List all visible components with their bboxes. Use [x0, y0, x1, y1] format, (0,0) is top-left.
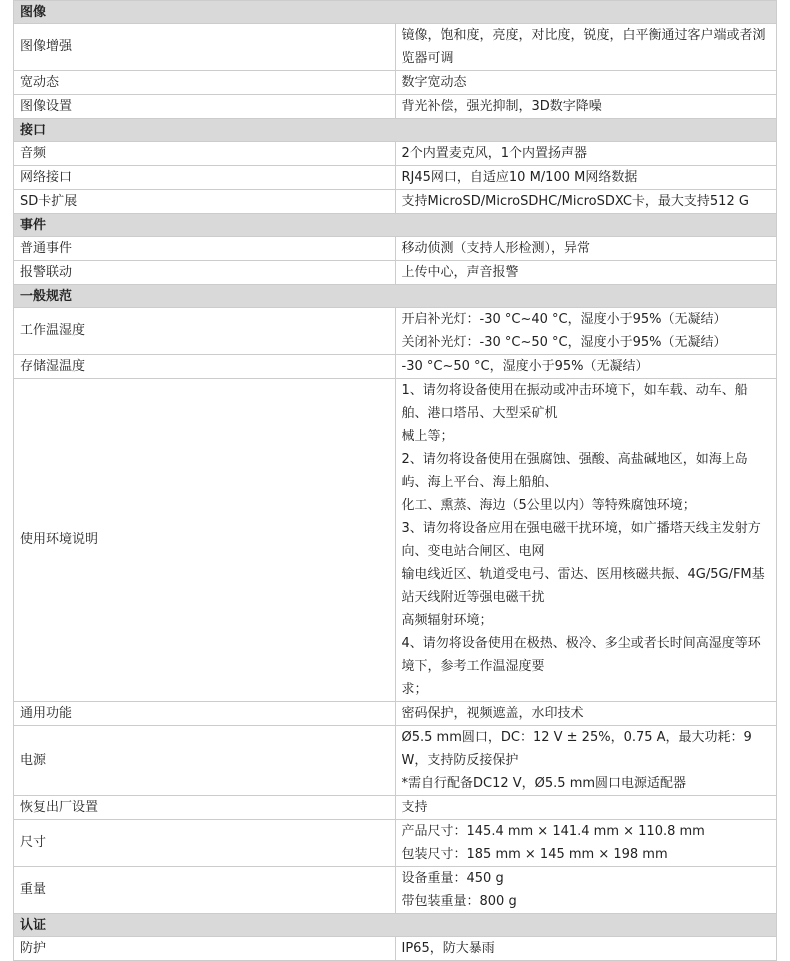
spec-value-line: 求；	[401, 682, 428, 697]
spec-label: 防护	[14, 937, 396, 961]
spec-label: SD卡扩展	[14, 190, 396, 214]
spec-value	[395, 71, 777, 95]
table-row	[14, 142, 777, 166]
spec-value-line: 4、请勿将设备使用在极热、极冷、多尘或者长时间高湿度等环境下，参考工作温湿度要	[401, 636, 761, 674]
table-row	[14, 820, 777, 867]
table-row	[14, 379, 777, 702]
section-title: 接口	[14, 119, 777, 142]
section-title: 一般规范	[14, 285, 777, 308]
spec-value-line: 3、请勿将设备应用在强电磁干扰环境，如广播塔天线主发射方向、变电站合闸区、电网	[401, 521, 761, 559]
spec-value-line: 械上等；	[401, 429, 454, 444]
table-row	[14, 937, 777, 961]
spec-table	[13, 0, 777, 961]
spec-value	[395, 24, 777, 71]
spec-value	[395, 867, 777, 914]
spec-value-line: 带包装重量：800 g	[401, 894, 517, 909]
spec-value	[395, 308, 777, 355]
spec-label: 报警联动	[14, 261, 396, 285]
table-row	[14, 867, 777, 914]
spec-label: 尺寸	[14, 820, 396, 867]
section-header	[14, 914, 777, 937]
spec-value-line: 数字宽动态	[401, 75, 467, 90]
spec-value	[395, 95, 777, 119]
spec-value-line: RJ45网口，自适应10 M/100 M网络数据	[401, 170, 638, 185]
spec-value-line: *需自行配备DC12 V，Ø5.5 mm圆口电源适配器	[401, 776, 687, 791]
section-header	[14, 1, 777, 24]
table-row	[14, 261, 777, 285]
spec-label: 音频	[14, 142, 396, 166]
spec-value-line: 产品尺寸：145.4 mm × 141.4 mm × 110.8 mm	[401, 824, 705, 839]
table-row	[14, 355, 777, 379]
spec-value-line: 高频辐射环境；	[401, 613, 493, 628]
table-row	[14, 237, 777, 261]
spec-value	[395, 820, 777, 867]
spec-value-line: 设备重量：450 g	[401, 871, 504, 886]
spec-value-line: Ø5.5 mm圆口，DC：12 V ± 25%，0.75 A，最大功耗：9 W，支持防反接保护	[401, 730, 752, 768]
spec-label: 普通事件	[14, 237, 396, 261]
spec-label: 图像增强	[14, 24, 396, 71]
spec-label: 存储湿温度	[14, 355, 396, 379]
spec-value	[395, 379, 777, 702]
spec-value-line: 化工、熏蒸、海边（5公里以内）等特殊腐蚀环境；	[401, 498, 696, 513]
spec-value-line: 1、请勿将设备使用在振动或冲击环境下，如车载、动车、船舶、港口塔吊、大型采矿机	[401, 383, 748, 421]
spec-value	[395, 142, 777, 166]
table-row	[14, 702, 777, 726]
spec-label: 网络接口	[14, 166, 396, 190]
table-row	[14, 166, 777, 190]
table-row	[14, 95, 777, 119]
spec-value	[395, 261, 777, 285]
spec-label: 电源	[14, 726, 396, 796]
spec-value-line: 2个内置麦克风，1个内置扬声器	[401, 146, 588, 161]
section-header	[14, 214, 777, 237]
section-title: 图像	[14, 1, 777, 24]
section-title: 认证	[14, 914, 777, 937]
spec-value-line: IP65，防大暴雨	[401, 941, 495, 956]
spec-value-line: 2、请勿将设备使用在强腐蚀、强酸、高盐碱地区，如海上岛屿、海上平台、海上船舶、	[401, 452, 748, 490]
spec-value-line: 支持MicroSD/MicroSDHC/MicroSDXC卡，最大支持512 G	[401, 194, 749, 209]
section-header	[14, 119, 777, 142]
spec-label: 恢复出厂设置	[14, 796, 396, 820]
table-row	[14, 308, 777, 355]
spec-value	[395, 166, 777, 190]
spec-value	[395, 237, 777, 261]
spec-value-line: -30 °C~50 °C，湿度小于95%（无凝结）	[401, 359, 649, 374]
spec-value	[395, 190, 777, 214]
spec-label: 宽动态	[14, 71, 396, 95]
spec-value	[395, 937, 777, 961]
spec-value-line: 镜像，饱和度，亮度，对比度，锐度，白平衡通过客户端或者浏览器可调	[401, 28, 766, 66]
spec-value-line: 移动侦测（支持人形检测），异常	[401, 241, 591, 256]
spec-value-line: 背光补偿，强光抑制，3D数字降噪	[401, 99, 602, 114]
table-row	[14, 726, 777, 796]
spec-label: 工作温湿度	[14, 308, 396, 355]
spec-label: 重量	[14, 867, 396, 914]
spec-label: 图像设置	[14, 95, 396, 119]
spec-label: 使用环境说明	[14, 379, 396, 702]
spec-value	[395, 726, 777, 796]
spec-value-line: 支持	[401, 800, 428, 815]
spec-value	[395, 355, 777, 379]
spec-value	[395, 702, 777, 726]
section-header	[14, 285, 777, 308]
spec-value-line: 密码保护，视频遮盖，水印技术	[401, 706, 584, 721]
section-title: 事件	[14, 214, 777, 237]
spec-value-line: 输电线近区、轨道受电弓、雷达、医用核磁共振、4G/5G/FM基站天线附近等强电磁干扰	[401, 567, 765, 605]
spec-value-line: 上传中心，声音报警	[401, 265, 519, 280]
spec-value-line: 关闭补光灯：-30 °C~50 °C，湿度小于95%（无凝结）	[401, 335, 727, 350]
table-row	[14, 71, 777, 95]
spec-value-line: 开启补光灯：-30 °C~40 °C，湿度小于95%（无凝结）	[401, 312, 727, 327]
spec-label: 通用功能	[14, 702, 396, 726]
table-row	[14, 190, 777, 214]
table-row	[14, 24, 777, 71]
spec-value-line: 包装尺寸：185 mm × 145 mm × 198 mm	[401, 847, 668, 862]
